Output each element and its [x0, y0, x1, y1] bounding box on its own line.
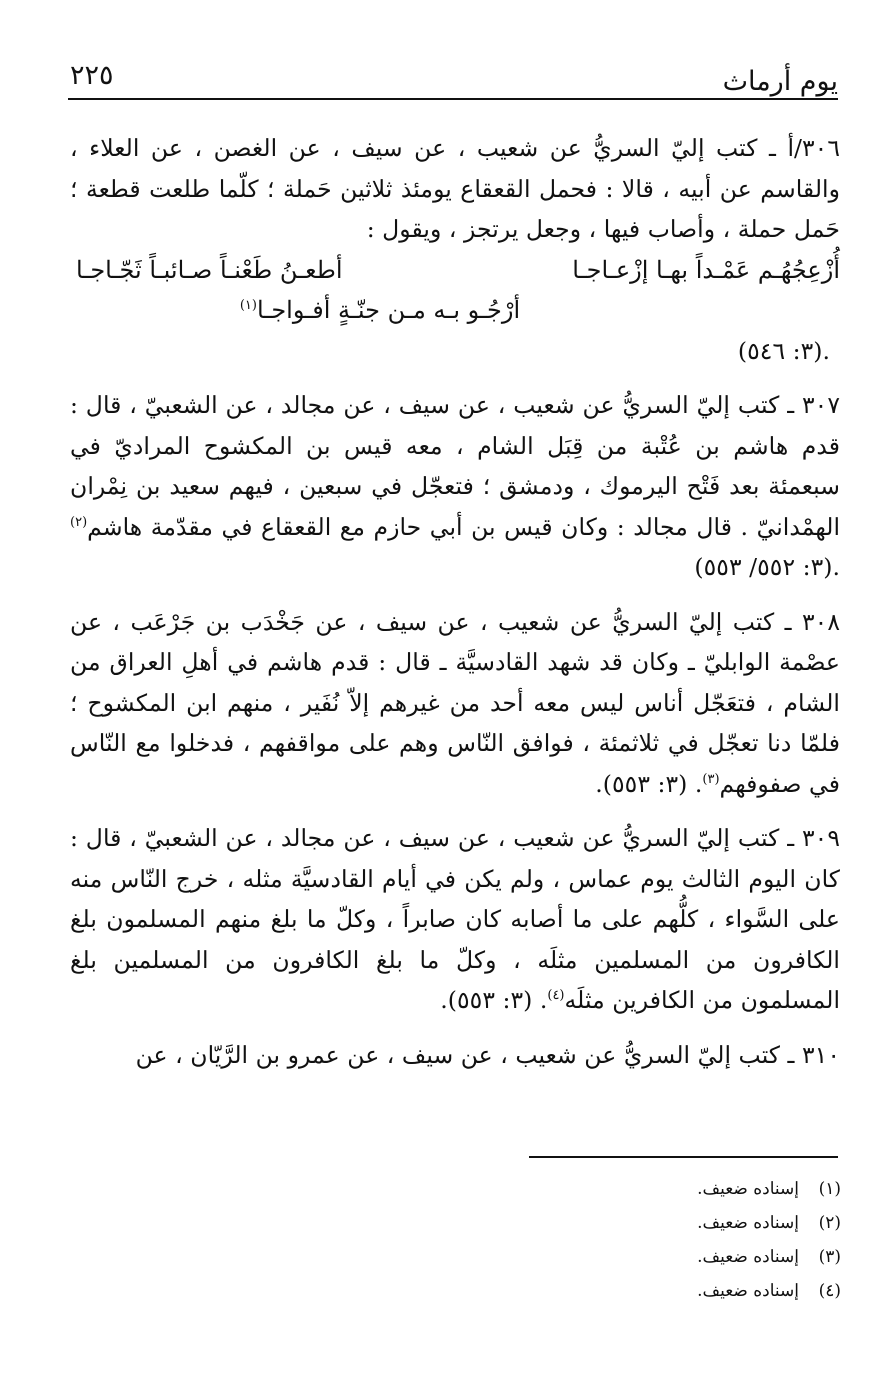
footnote-separator [529, 1156, 838, 1158]
footnote-1 [441, 1172, 841, 1206]
paragraph-text: ٣١٠ ـ كتب إليّ السريُّ عن شعيب ، عن سيف ، عن عمرو بن الرَّيّان ، عن [135, 1040, 840, 1069]
paragraph-text: ٣٠٨ ـ كتب إليّ السريُّ عن شعيب ، عن سيف ، عن جَخْدَب بن جَرْعَب ، عن عصْمة الوابليّ ـ وكان قد شهد القادسيَّة ـ قال : قدم هاشم في أهلِ العراق من الشام ، فتعَجّل أناس ليس معه أحد من غيرهم إلاّ نُفَير ، منهم ابن المكشوح ؛ فلمّا دنا تعجّل في ثلاثمئة ، فوافق النّاس وهم على مواقفهم ، فدخلوا مع النّاس في صفوفهم [70, 607, 840, 798]
paragraph-gap [70, 1021, 840, 1035]
paragraph-309 [70, 818, 840, 1021]
footnote-marker: (٤) [547, 988, 565, 1004]
footnote-4 [441, 1274, 841, 1308]
paragraph-gap [70, 804, 840, 818]
page-header [68, 58, 838, 100]
footnote-text: إسناده ضعيف. [697, 1213, 799, 1233]
paragraph-text: ٣٠٦/أ ـ كتب إليّ السريُّ عن شعيب ، عن سيف ، عن الغصن ، عن العلاء ، والقاسم عن أبيه ، قالا : فحمل القعقاع يومئذ ثلاثين حَملة ؛ كلّما طلعت قطعة ؛ حَمل حملة ، وأصاب فيها ، وجعل يرتجز ، ويقول : [70, 134, 840, 243]
source-reference: . (٣: ٥٥٣). [595, 769, 703, 798]
footnote-3 [441, 1240, 841, 1274]
footnote-text: إسناده ضعيف. [697, 1281, 799, 1301]
paragraph-gap [70, 371, 840, 385]
paragraph-308 [70, 602, 840, 805]
footnotes [441, 1172, 841, 1308]
footnote-number: (٤) [818, 1281, 841, 1301]
reference-text: .(٣: ٥٤٦) [737, 336, 830, 365]
page-number: ٢٢٥ [70, 60, 114, 91]
main-text [70, 128, 840, 1075]
paragraph-gap [70, 588, 840, 602]
paragraph-306 [70, 128, 840, 250]
verse-hemistich-right: أُزْعِجُهُـم عَمْـداً بهـا إزْعـاجـا [572, 255, 840, 284]
source-reference: . (٣: ٥٥٣). [440, 986, 548, 1014]
verse-hemistich-left: أطعـنُ طَعْنـاً صـائبـاً ثَجّـاجـا [76, 255, 343, 284]
footnote-2 [441, 1206, 841, 1240]
source-reference [70, 331, 830, 372]
running-title: يوم أرماث [722, 66, 838, 97]
paragraph-310 [70, 1035, 840, 1076]
footnote-text: إسناده ضعيف. [697, 1247, 799, 1267]
paragraph-text: ٣٠٧ ـ كتب إليّ السريُّ عن شعيب ، عن سيف ، عن مجالد ، عن الشعبيّ ، قال : قدم هاشم بن عُتْبة من قِبَل الشام ، معه قيس بن المكشوح المراديّ في سبعمئة بعد فَتْح اليرموك ، ودمشق ؛ فتعجّل في سبعين ، فيهم سعيد بن نِمْران الهمْدانيّ . قال مجالد : وكان قيس بن أبي حازم مع القعقاع في مقدّمة هاشم [70, 391, 840, 541]
footnote-number: (١) [818, 1179, 841, 1199]
verse-line-1 [70, 250, 840, 291]
footnote-marker: (٢) [70, 514, 88, 530]
source-reference: .(٣: ٥٥٢/ ٥٥٣) [694, 553, 840, 581]
footnote-number: (٢) [818, 1213, 841, 1233]
footnote-marker: (١) [239, 298, 257, 313]
footnote-text: إسناده ضعيف. [697, 1179, 799, 1199]
footnote-number: (٣) [818, 1247, 841, 1267]
verse-line-2 [70, 290, 840, 331]
verse-hemistich: أرْجُـو بـه مـن جنّـةٍ أفـواجـا [256, 296, 521, 324]
paragraph-text: ٣٠٩ ـ كتب إليّ السريُّ عن شعيب ، عن سيف ، عن مجالد ، عن الشعبيّ ، قال : كان اليوم الثالث يوم عماس ، ولم يكن في أيام القادسيَّة مثله ، خرج النّاس منه على السَّواء ، كلُّهم على ما أصابه كان صابراً ، وكلّ ما بلغ منهم المسلمون بلغ الكافرون من المسلمين مثلَه ، وكلّ ما بلغ الكافرون من المسلمين بلغ المسلمون من الكافرين مثلَه [70, 824, 840, 1014]
paragraph-307 [70, 385, 840, 588]
footnote-marker: (٣) [702, 771, 720, 787]
